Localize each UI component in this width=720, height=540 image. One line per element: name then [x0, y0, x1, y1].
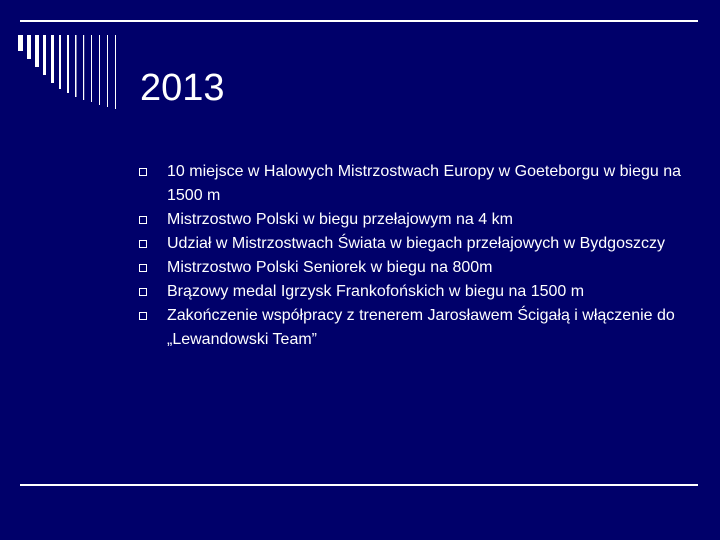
list-item — [137, 256, 697, 280]
hollow-square-icon — [139, 264, 147, 272]
hollow-square-icon — [139, 240, 147, 248]
slide-title: 2013 — [140, 67, 225, 109]
vertical-stripes-icon — [18, 35, 128, 115]
hollow-square-icon — [139, 288, 147, 296]
list-item-text: Zakończenie współpracy z trenerem Jarosławem Ścigałą i włączenie do „Lewandowski Team” — [167, 307, 675, 348]
list-item-text: Brązowy medal Igrzysk Frankofońskich w biegu na 1500 m — [167, 283, 585, 300]
hollow-square-icon — [139, 216, 147, 224]
list-item — [137, 160, 697, 208]
bullet-list — [137, 160, 697, 352]
hollow-square-icon — [139, 312, 147, 320]
list-item-text: Mistrzostwo Polski Seniorek w biegu na 800m — [167, 259, 493, 276]
list-item — [137, 304, 697, 352]
list-item — [137, 280, 697, 304]
top-rule — [20, 20, 698, 22]
list-item-text: 10 miejsce w Halowych Mistrzostwach Europy w Goeteborgu w biegu na 1500 m — [167, 163, 682, 204]
list-item-text: Udział w Mistrzostwach Świata w biegach przełajowych w Bydgoszczy — [167, 235, 665, 252]
bottom-rule — [20, 484, 698, 486]
hollow-square-icon — [139, 168, 147, 176]
list-item-text: Mistrzostwo Polski w biegu przełajowym na 4 km — [167, 211, 513, 228]
list-item — [137, 208, 697, 232]
list-item — [137, 232, 697, 256]
